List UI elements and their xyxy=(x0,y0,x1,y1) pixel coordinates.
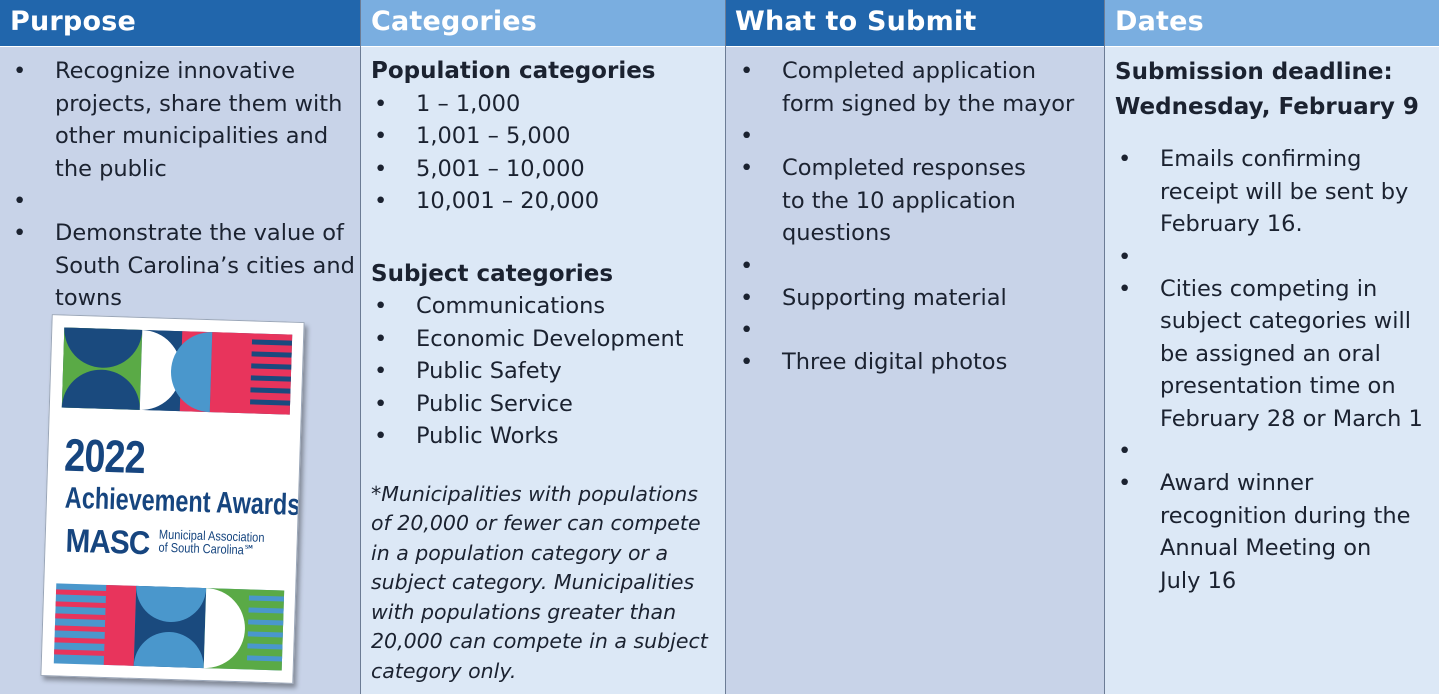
submit-item: • Completed application form signed by the mayor xyxy=(737,55,1082,120)
submit-item: • Supporting material xyxy=(737,282,1082,315)
subject-item: • Economic Development xyxy=(371,323,725,356)
deadline-label: Submission deadline: xyxy=(1115,59,1393,85)
date-item: • Award winner recognition during the Annual Meeting on July 16 xyxy=(1115,467,1415,597)
spacer xyxy=(737,250,1082,282)
masc-logo: MASC xyxy=(65,521,151,562)
population-item: • 1,001 – 5,000 xyxy=(371,120,725,153)
submit-item: • Three digital photos xyxy=(737,346,1082,379)
spacer xyxy=(1115,125,1439,143)
poster-title: Achievement Awards xyxy=(64,481,301,523)
dates-list xyxy=(1115,143,1437,597)
purpose-list xyxy=(10,55,361,315)
eligibility-note: *Municipalities with populations of 20,000 or fewer can compete in a population category or a subject category. Municipalities with populations greater than 20,000 can compete in a subject category only. xyxy=(371,481,708,683)
date-item: • Emails confirming receipt will be sent by February 16. xyxy=(1115,143,1415,241)
column-divider xyxy=(725,0,726,694)
dates-body xyxy=(1105,46,1439,694)
what-to-submit-header: What to Submit xyxy=(725,0,1105,46)
population-item: • 10,001 – 20,000 xyxy=(371,185,725,218)
categories-column xyxy=(361,0,725,694)
column-divider xyxy=(360,0,361,694)
subject-list xyxy=(371,290,725,453)
what-to-submit-body xyxy=(725,46,1105,694)
categories-body xyxy=(361,46,725,694)
subject-heading: Subject categories xyxy=(371,260,614,287)
spacer xyxy=(10,185,361,217)
submit-list xyxy=(737,55,1082,379)
subject-item: • Public Works xyxy=(371,420,725,453)
dates-column xyxy=(1105,0,1439,694)
what-to-submit-column xyxy=(725,0,1105,694)
poster-org-line: of South Carolina℠ xyxy=(158,539,256,558)
purpose-header: Purpose xyxy=(0,0,361,46)
purpose-item: • Recognize innovative projects, share them with other municipalities and the public xyxy=(10,55,355,185)
deadline-date: Wednesday, February 9 xyxy=(1115,94,1419,120)
population-heading: Population categories xyxy=(371,58,656,84)
spacer xyxy=(371,218,725,258)
dates-header: Dates xyxy=(1105,0,1439,46)
poster-org-name xyxy=(158,528,269,557)
subject-item: • Public Service xyxy=(371,388,725,421)
subject-item: • Public Safety xyxy=(371,355,725,388)
purpose-item: • Demonstrate the value of South Carolina’s cities and towns xyxy=(10,217,355,315)
population-item: • 5,001 – 10,000 xyxy=(371,153,725,186)
purpose-column xyxy=(0,0,361,694)
poster-org-line: Municipal Association xyxy=(158,526,265,545)
column-divider xyxy=(1104,0,1105,694)
poster-year: 2022 xyxy=(63,428,146,484)
spacer xyxy=(1115,435,1437,467)
header-rule xyxy=(0,46,1439,47)
subject-item: • Communications xyxy=(371,290,725,323)
population-item: • 1 – 1,000 xyxy=(371,88,725,121)
spacer xyxy=(737,314,1082,346)
spacer xyxy=(1115,241,1437,273)
date-item: • Cities competing in subject categories will be assigned an oral presentation time on February 28 or March 1 xyxy=(1115,273,1435,436)
population-list xyxy=(371,88,725,218)
categories-header: Categories xyxy=(361,0,725,46)
submit-item: • Completed responses to the 10 application questions xyxy=(737,152,1042,250)
spacer xyxy=(737,120,1082,152)
achievement-awards-poster xyxy=(40,314,304,684)
